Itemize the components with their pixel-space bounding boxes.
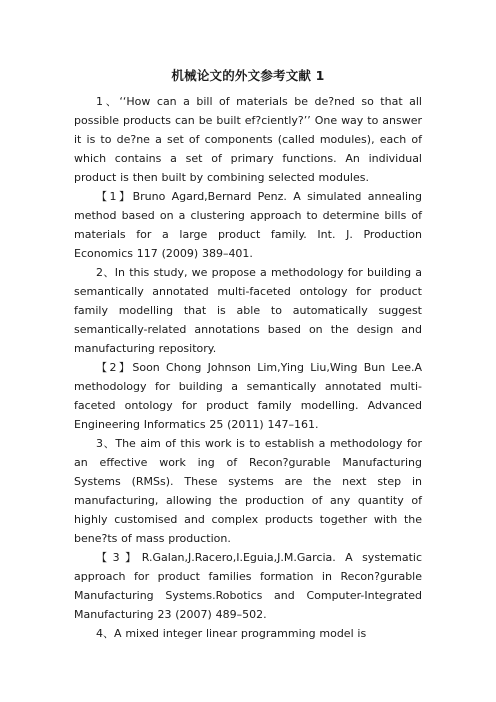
reference-2: 【2】Soon Chong Johnson Lim,Ying Liu,Wing Bun Lee.A methodology for building a semantically annotated multi-faceted ontology for product family modelling. Advanced Engineering Informatics 25 (2011) 147–161.	[74, 361, 422, 431]
paragraph-abstract-3: 3、The aim of this work is to establish a methodology for an effective work ing of Recon?gurable Manufacturing Systems (RMSs). These systems are the next step in manufacturing, allowing the production of any quantity of highly customised and complex products together with the bene?ts of mass production.	[74, 437, 422, 545]
document-body	[74, 92, 422, 643]
document-title: 机械论文的外文参考文献 1	[171, 68, 325, 83]
paragraph-abstract-4: 4、A mixed integer linear programming model is	[96, 627, 367, 640]
paragraph-abstract-1: 1、‘‘How can a bill of materials be de?ned so that all possible products can be built ef?ciently?’’ One way to answer it is to de?ne a set of components (called modules), each of which contains a set of primary functions. An individual product is then built by combining selected modules.	[74, 95, 422, 184]
paragraph-abstract-2: 2、In this study, we propose a methodology for building a semantically annotated multi-faceted ontology for product family modelling that is able to automatically suggest semantically-related annotations based on the design and manufacturing repository.	[74, 266, 422, 355]
reference-1: 【1】Bruno Agard,Bernard Penz. A simulated annealing method based on a clustering approach to determine bills of materials for a large product family. Int. J. Production Economics 117 (2009) 389–401.	[74, 190, 422, 260]
reference-3: 【3】R.Galan,J.Racero,I.Eguia,J.M.Garcia. A systematic approach for product families formation in Recon?gurable Manufacturing Systems.Robotics and Computer-Integrated Manufacturing 23 (2007) 489–502.	[74, 551, 422, 621]
